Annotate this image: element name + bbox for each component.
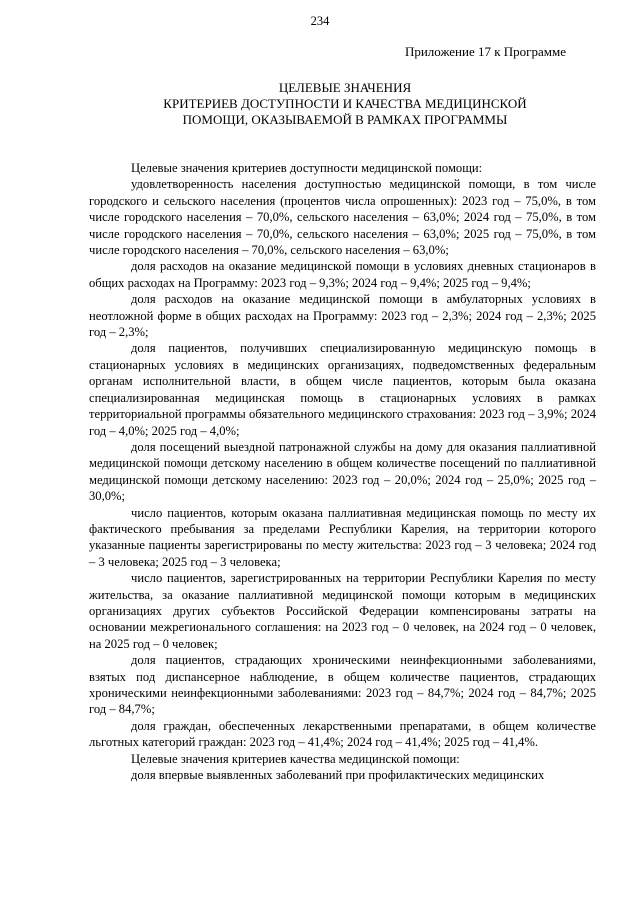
paragraph-chronic-disease-observation: доля пациентов, страдающих хроническими неинфекционными заболеваниями, взятых под диспансерное наблюдение, в общем количестве пациентов, страдающих хроническими неинфекционными заболеваниями: 2023 год – 84,7%; 2024 год – 84,7%; 2025 год – 84,7%; <box>89 653 596 717</box>
section-heading-quality: Целевые значения критериев качества медицинской помощи: <box>131 751 460 766</box>
paragraph-palliative-home-visits: доля посещений выездной патронажной службы на дому для оказания паллиативной медицинской помощи детскому населению в общем количестве посещений по паллиативной медицинской помощи детскому населению: 2023 год – 20,0%; 2024 год – 25,0%; 2025 год – 30,0%; <box>89 439 596 504</box>
page-number: 234 <box>310 14 330 28</box>
paragraph-day-hospital-expenses: доля расходов на оказание медицинской помощи в условиях дневных стационаров в общих расходах на Программу: 2023 год – 9,3%; 2024 год – 9,4%; 2025 год – 9,4%; <box>89 259 596 290</box>
paragraph-drug-provision: доля граждан, обеспеченных лекарственными препаратами, в общем количестве льготных категорий граждан: 2023 год – 41,4%; 2024 год – 41,4%; 2025 год – 41,4%. <box>89 718 596 750</box>
appendix-label: Приложение 17 к Программе <box>404 44 566 59</box>
paragraph-emergency-outpatient-expenses: доля расходов на оказание медицинской помощи в амбулаторных условиях в неотложной форме в общих расходах на Программу: 2023 год – 2,3%; 2024 год – 2,3%; 2025 год – 2,3%; <box>89 292 596 340</box>
title-line: КРИТЕРИЕВ ДОСТУПНОСТИ И КАЧЕСТВА МЕДИЦИНСКОЙ <box>163 96 527 111</box>
document-body <box>89 160 596 783</box>
paragraph-specialized-care-share: доля пациентов, получивших специализированную медицинскую помощь в стационарных условиях в медицинских организациях, подведомственных федеральным органам исполнительной власти, в общем числе пациентов, которым была оказана специализированная медицинская помощь в стационарных условиях в рамках территориальной программы обязательного медицинского страхования: 2023 год – 3,9%; 2024 год – 4,0%; 2025 год – 4,0%; <box>89 341 596 438</box>
paragraph-palliative-outside-region: число пациентов, которым оказана паллиативная медицинская помощь по месту их фактического пребывания за пределами Республики Карелия, на территории которого указанные пациенты зарегистрированы по месту жительства: 2023 год – 3 человека; 2024 год – 3 человека; 2025 год – 3 человека; <box>89 505 596 569</box>
document-title <box>90 80 600 128</box>
paragraph-first-detected-diseases: доля впервые выявленных заболеваний при профилактических медицинских <box>131 768 545 783</box>
paragraph-satisfaction: удовлетворенность населения доступностью медицинской помощи, в том числе городского и сельского населения (процентов числа опрошенных): 2023 год – 75,0%, в том числе городского населения – 70,0%, сельского населения – 63,0%; 2024 год – 75,0%, в том числе городского населения – 70,0%, сельского населения – 63,0%; 2025 год – 75,0%, в том числе городского населения – 70,0%, сельского населения – 63,0%; <box>89 177 596 258</box>
title-line: ПОМОЩИ, ОКАЗЫВАЕМОЙ В РАМКАХ ПРОГРАММЫ <box>182 112 508 127</box>
paragraph-palliative-compensation: число пациентов, зарегистрированных на территории Республики Карелия по месту жительства, за оказание паллиативной медицинской помощи которым в медицинских организациях других субъектов Российской Федерации компенсированы затраты на основании межрегионального соглашения: на 2023 год – 0 человек, на 2024 год – 0 человек, на 2025 год – 0 человек; <box>89 571 596 651</box>
section-heading-accessibility: Целевые значения критериев доступности медицинской помощи: <box>131 161 483 175</box>
title-line: ЦЕЛЕВЫЕ ЗНАЧЕНИЯ <box>278 80 412 95</box>
